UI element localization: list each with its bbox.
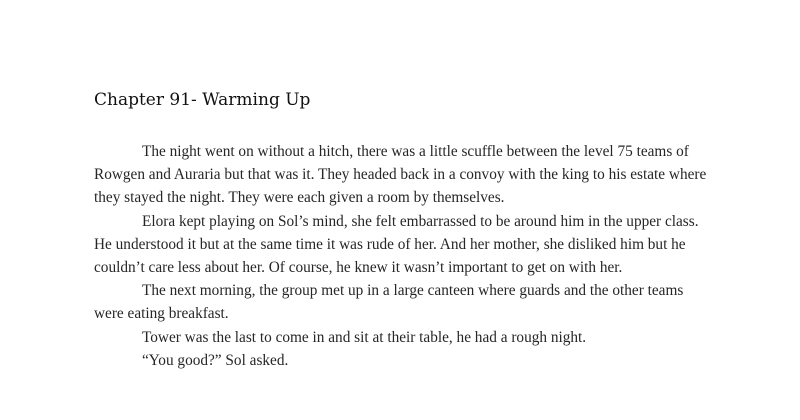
paragraph: Tower was the last to come in and sit at their table, he had a rough night. xyxy=(142,328,587,346)
paragraph: The next morning, the group met up in a large canteen where guards and the other teams were eating breakfast. xyxy=(94,282,684,323)
paragraph: The night went on without a hitch, there was a little scuffle between the level 75 teams of Rowgen and Auraria but that was it. They headed back in a convoy with the king to his estate where they stayed the night. They were each given a room by themselves. xyxy=(94,143,707,207)
chapter-title: Chapter 91- Warming Up xyxy=(94,90,311,110)
paragraph: “You good?” Sol asked. xyxy=(142,351,289,369)
paragraph: Elora kept playing on Sol’s mind, she felt embarrassed to be around him in the upper class. He understood it but at the same time it was rude of her. And her mother, she disliked him but he couldn’t care less about her. Of course, he knew it wasn’t important to get on with her. xyxy=(94,212,699,277)
chapter-body xyxy=(94,140,714,372)
